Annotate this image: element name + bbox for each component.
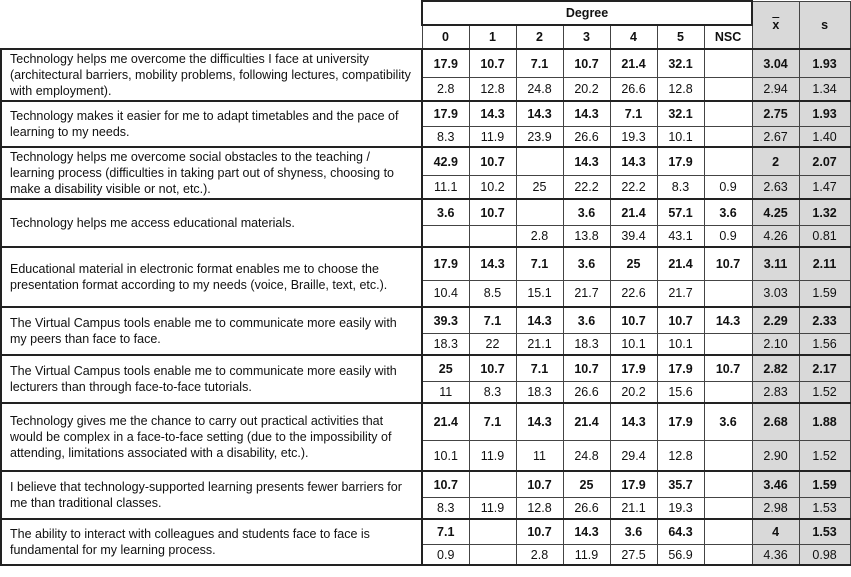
degree-value: 10.7 <box>610 307 657 334</box>
mean-value: 2.75 <box>752 101 799 127</box>
degree-value: 12.8 <box>469 78 516 101</box>
degree-value: 14.3 <box>469 247 516 280</box>
degree-value: 15.1 <box>516 280 563 307</box>
degree-value: 14.3 <box>469 101 516 127</box>
table-row <box>1 199 850 226</box>
sd-value: 1.47 <box>799 176 850 199</box>
sd-header: s <box>799 1 850 49</box>
statement-cell: Technology helps me overcome social obstacles to the teaching / learning process (difficulties in taking part out of shyness, choosing to make a disability visible or not, etc.). <box>1 147 422 199</box>
degree-value: 10.7 <box>469 355 516 382</box>
degree-value: 21.1 <box>610 498 657 519</box>
degree-value: 11 <box>516 441 563 471</box>
degree-value: 0.9 <box>422 545 469 566</box>
degree-value <box>422 226 469 247</box>
degree-value: 11 <box>422 382 469 403</box>
degree-value: 10.7 <box>469 199 516 226</box>
degree-value: 22 <box>469 334 516 355</box>
degree-value: 3.6 <box>704 199 752 226</box>
degree-value <box>704 441 752 471</box>
table-body <box>1 49 850 565</box>
degree-value: 23.9 <box>516 127 563 148</box>
degree-value: 14.3 <box>610 147 657 176</box>
degree-value: 39.3 <box>422 307 469 334</box>
degree-value: 10.7 <box>469 147 516 176</box>
col-header-4: 4 <box>610 25 657 49</box>
col-header-nsc: NSC <box>704 25 752 49</box>
mean-value: 2.10 <box>752 334 799 355</box>
table-row <box>1 101 850 127</box>
degree-value: 10.7 <box>704 355 752 382</box>
degree-value: 17.9 <box>657 147 704 176</box>
degree-value: 11.9 <box>469 498 516 519</box>
degree-value: 8.3 <box>422 498 469 519</box>
degree-value: 10.7 <box>657 307 704 334</box>
degree-value <box>704 49 752 78</box>
mean-value: 4 <box>752 519 799 545</box>
statement-cell: Technology helps me overcome the difficulties I face at university (architectural barriers, mobility problems, following lectures, compatibility with employment). <box>1 49 422 101</box>
degree-value: 10.7 <box>422 471 469 498</box>
degree-value: 43.1 <box>657 226 704 247</box>
degree-value: 27.5 <box>610 545 657 566</box>
degree-value: 64.3 <box>657 519 704 545</box>
degree-value: 12.8 <box>657 441 704 471</box>
sd-value: 1.52 <box>799 382 850 403</box>
sd-value: 0.98 <box>799 545 850 566</box>
degree-value: 7.1 <box>422 519 469 545</box>
degree-value <box>704 519 752 545</box>
degree-value: 21.4 <box>657 247 704 280</box>
col-header-5: 5 <box>657 25 704 49</box>
degree-value: 7.1 <box>516 49 563 78</box>
degree-value: 24.8 <box>516 78 563 101</box>
degree-value: 3.6 <box>563 247 610 280</box>
degree-value: 39.4 <box>610 226 657 247</box>
statement-cell: The Virtual Campus tools enable me to communicate more easily with lecturers than through face-to-face tutorials. <box>1 355 422 403</box>
degree-value: 7.1 <box>516 247 563 280</box>
degree-value: 17.9 <box>657 403 704 441</box>
table-row <box>1 471 850 498</box>
sd-value: 1.59 <box>799 280 850 307</box>
degree-value <box>704 382 752 403</box>
col-header-3: 3 <box>563 25 610 49</box>
degree-value: 25 <box>516 176 563 199</box>
statement-cell: The Virtual Campus tools enable me to communicate more easily with my peers than face to face. <box>1 307 422 355</box>
sd-value: 1.34 <box>799 78 850 101</box>
mean-value: 2.63 <box>752 176 799 199</box>
degree-value: 26.6 <box>610 78 657 101</box>
degree-value: 2.8 <box>422 78 469 101</box>
mean-value: 2.83 <box>752 382 799 403</box>
degree-value: 25 <box>422 355 469 382</box>
degree-value: 2.8 <box>516 226 563 247</box>
degree-value: 20.2 <box>610 382 657 403</box>
degree-value: 21.1 <box>516 334 563 355</box>
degree-value <box>469 545 516 566</box>
degree-value: 10.7 <box>516 519 563 545</box>
degree-value: 12.8 <box>657 78 704 101</box>
table-row <box>1 307 850 334</box>
degree-value: 10.2 <box>469 176 516 199</box>
table-row <box>1 355 850 382</box>
degree-value: 3.6 <box>563 199 610 226</box>
degree-value: 20.2 <box>563 78 610 101</box>
degree-value: 21.7 <box>657 280 704 307</box>
statement-cell: Technology makes it easier for me to adapt timetables and the pace of learning to my needs. <box>1 101 422 147</box>
degree-value <box>516 147 563 176</box>
mean-value: 3.46 <box>752 471 799 498</box>
sd-value: 1.32 <box>799 199 850 226</box>
col-header-1: 1 <box>469 25 516 49</box>
degree-value: 17.9 <box>422 247 469 280</box>
sd-value: 1.53 <box>799 519 850 545</box>
degree-value: 11.9 <box>469 127 516 148</box>
sd-value: 1.88 <box>799 403 850 441</box>
degree-value: 12.8 <box>516 498 563 519</box>
degree-value: 10.1 <box>610 334 657 355</box>
statement-cell: Technology gives me the chance to carry out practical activities that would be complex in a face-to-face setting (due to the impossibility of attending, limitations associated with a disability, etc.). <box>1 403 422 471</box>
sd-value: 2.11 <box>799 247 850 280</box>
degree-value <box>704 471 752 498</box>
table-row <box>1 247 850 280</box>
degree-value: 7.1 <box>516 355 563 382</box>
degree-value: 10.1 <box>657 334 704 355</box>
degree-value: 32.1 <box>657 49 704 78</box>
degree-value: 8.3 <box>657 176 704 199</box>
degree-value: 15.6 <box>657 382 704 403</box>
sd-value: 1.93 <box>799 101 850 127</box>
mean-symbol: $\overline{x}$ <box>772 17 780 32</box>
degree-value: 26.6 <box>563 498 610 519</box>
degree-value: 8.3 <box>469 382 516 403</box>
sd-value: 1.53 <box>799 498 850 519</box>
sd-value: 0.81 <box>799 226 850 247</box>
sd-value: 1.59 <box>799 471 850 498</box>
degree-value: 10.7 <box>563 49 610 78</box>
degree-value: 21.4 <box>422 403 469 441</box>
degree-value: 22.2 <box>563 176 610 199</box>
degree-value: 26.6 <box>563 382 610 403</box>
degree-value <box>704 498 752 519</box>
mean-value: 2.82 <box>752 355 799 382</box>
degree-value: 19.3 <box>610 127 657 148</box>
mean-value: 4.26 <box>752 226 799 247</box>
degree-value: 21.7 <box>563 280 610 307</box>
degree-value: 10.1 <box>422 441 469 471</box>
degree-value: 21.4 <box>610 49 657 78</box>
mean-value: 4.25 <box>752 199 799 226</box>
degree-value: 14.3 <box>563 101 610 127</box>
degree-value: 42.9 <box>422 147 469 176</box>
sd-value: 1.52 <box>799 441 850 471</box>
sd-value: 2.07 <box>799 147 850 176</box>
statement-cell: The ability to interact with colleagues and students face to face is fundamental for my learning process. <box>1 519 422 565</box>
degree-value: 18.3 <box>516 382 563 403</box>
mean-value: 2.94 <box>752 78 799 101</box>
degree-value: 7.1 <box>610 101 657 127</box>
degree-value: 11.1 <box>422 176 469 199</box>
degree-value <box>704 280 752 307</box>
degree-value: 3.6 <box>563 307 610 334</box>
table-row <box>1 147 850 176</box>
degree-value: 0.9 <box>704 176 752 199</box>
degree-value: 14.3 <box>563 519 610 545</box>
degree-value: 35.7 <box>657 471 704 498</box>
col-header-2: 2 <box>516 25 563 49</box>
degree-value: 8.3 <box>422 127 469 148</box>
mean-value: 2.90 <box>752 441 799 471</box>
degree-value: 14.3 <box>610 403 657 441</box>
sd-value: 1.93 <box>799 49 850 78</box>
degree-value: 25 <box>563 471 610 498</box>
degree-value: 22.2 <box>610 176 657 199</box>
degree-value: 21.4 <box>563 403 610 441</box>
degree-value: 29.4 <box>610 441 657 471</box>
sd-value: 1.40 <box>799 127 850 148</box>
degree-value: 10.4 <box>422 280 469 307</box>
sd-value: 1.56 <box>799 334 850 355</box>
degree-value <box>704 334 752 355</box>
mean-value: 3.11 <box>752 247 799 280</box>
col-header-0: 0 <box>422 25 469 49</box>
degree-value: 17.9 <box>422 49 469 78</box>
mean-value: 3.03 <box>752 280 799 307</box>
degree-value: 18.3 <box>422 334 469 355</box>
degree-value: 21.4 <box>610 199 657 226</box>
statement-cell: Technology helps me access educational materials. <box>1 199 422 247</box>
degree-value <box>704 147 752 176</box>
degree-value: 57.1 <box>657 199 704 226</box>
sd-value: 2.17 <box>799 355 850 382</box>
degree-value <box>469 226 516 247</box>
degree-value: 10.7 <box>469 49 516 78</box>
degree-value: 3.6 <box>610 519 657 545</box>
mean-value: 4.36 <box>752 545 799 566</box>
degree-value <box>704 101 752 127</box>
mean-value: 2.68 <box>752 403 799 441</box>
mean-value: 2.98 <box>752 498 799 519</box>
degree-value: 3.6 <box>704 403 752 441</box>
mean-header <box>752 1 799 49</box>
degree-value: 10.7 <box>704 247 752 280</box>
degree-value: 10.7 <box>516 471 563 498</box>
degree-value: 14.3 <box>516 403 563 441</box>
mean-value: 2.67 <box>752 127 799 148</box>
degree-value: 10.1 <box>657 127 704 148</box>
degree-value: 17.9 <box>422 101 469 127</box>
degree-value <box>704 78 752 101</box>
degree-value <box>469 519 516 545</box>
degree-value: 11.9 <box>563 545 610 566</box>
degree-value: 11.9 <box>469 441 516 471</box>
degree-value: 7.1 <box>469 307 516 334</box>
degree-value: 17.9 <box>610 471 657 498</box>
degree-value: 22.6 <box>610 280 657 307</box>
degree-value: 19.3 <box>657 498 704 519</box>
degree-value: 0.9 <box>704 226 752 247</box>
degree-value: 14.3 <box>704 307 752 334</box>
header-row-degree <box>1 1 850 25</box>
degree-value: 2.8 <box>516 545 563 566</box>
table-row <box>1 49 850 78</box>
degree-value <box>704 127 752 148</box>
degree-value: 7.1 <box>469 403 516 441</box>
degree-value: 14.3 <box>563 147 610 176</box>
degree-value: 18.3 <box>563 334 610 355</box>
degree-value <box>469 471 516 498</box>
degree-value: 56.9 <box>657 545 704 566</box>
degree-value: 24.8 <box>563 441 610 471</box>
table-row <box>1 519 850 545</box>
degree-value: 14.3 <box>516 307 563 334</box>
mean-value: 3.04 <box>752 49 799 78</box>
degree-value: 8.5 <box>469 280 516 307</box>
degree-value: 17.9 <box>657 355 704 382</box>
statement-cell: Educational material in electronic format enables me to choose the presentation format according to my needs (voice, Braille, text, etc.). <box>1 247 422 307</box>
statement-cell: I believe that technology-supported learning presents fewer barriers for me than traditional classes. <box>1 471 422 519</box>
degree-value: 13.8 <box>563 226 610 247</box>
mean-value: 2 <box>752 147 799 176</box>
degree-value: 25 <box>610 247 657 280</box>
degree-value: 14.3 <box>516 101 563 127</box>
degree-value: 3.6 <box>422 199 469 226</box>
sd-value: 2.33 <box>799 307 850 334</box>
degree-value: 32.1 <box>657 101 704 127</box>
header-empty-cell <box>1 1 422 49</box>
degree-value: 10.7 <box>563 355 610 382</box>
degree-value <box>516 199 563 226</box>
degree-value <box>704 545 752 566</box>
mean-value: 2.29 <box>752 307 799 334</box>
degree-header: Degree <box>422 1 752 25</box>
table-row <box>1 403 850 441</box>
degree-value: 17.9 <box>610 355 657 382</box>
degree-value: 26.6 <box>563 127 610 148</box>
